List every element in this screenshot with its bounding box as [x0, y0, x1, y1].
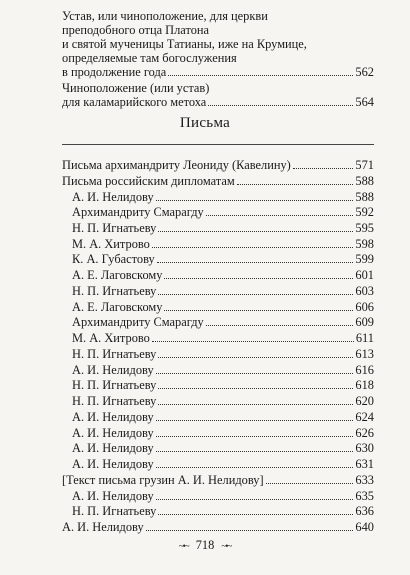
page-number: 611: [355, 331, 374, 346]
entry-label: А. И. Нелидову: [72, 409, 154, 424]
toc-entry: [62, 347, 374, 361]
page-number: 613: [355, 346, 374, 361]
leader-dots: [152, 341, 354, 342]
entry-label: А. И. Нелидову: [72, 488, 154, 503]
toc-entry: [62, 426, 374, 440]
leader-dots: [158, 231, 353, 232]
toc-entry: [62, 520, 374, 534]
page-number: 618: [355, 378, 374, 393]
page-number: 588: [355, 173, 374, 188]
entry-label: Н. П. Игнатьеву: [72, 378, 157, 393]
page-number: 588: [355, 189, 374, 204]
ustav-line-1: Устав, или чиноположение, для церкви: [62, 9, 268, 23]
chinopolozhenie-line-2: для каламарийского метоха: [62, 95, 207, 109]
page-number: 633: [355, 472, 374, 487]
leader-dots: [208, 105, 353, 106]
entry-label: М. А. Хитрово: [72, 331, 150, 346]
toc-entry: [62, 205, 374, 219]
toc-entry: [62, 331, 374, 345]
page-number: 609: [355, 315, 374, 330]
leader-dots: [206, 215, 354, 216]
leader-dots: [156, 451, 354, 452]
entry-label: Письма российским дипломатам: [62, 173, 235, 188]
leader-dots: [164, 278, 353, 279]
entry-label: Н. П. Игнатьеву: [72, 394, 157, 409]
entry-label: Н. П. Игнатьеву: [72, 283, 157, 298]
toc-entry-chinopolozhenie: [62, 81, 374, 95]
page-number: 620: [355, 394, 374, 409]
page-number: 624: [355, 409, 374, 424]
toc-entry: [62, 252, 374, 266]
toc-entry: [62, 473, 374, 487]
entry-label: А. И. Нелидову: [72, 362, 154, 377]
ustav-last-line: [62, 65, 374, 79]
ustav-line-3: и святой мученицы Татианы, иже на Крумице,: [62, 37, 307, 51]
toc-entry: [62, 158, 374, 172]
entry-label: А. И. Нелидову: [72, 189, 154, 204]
page-number: 635: [355, 488, 374, 503]
entry-label: А. И. Нелидову: [72, 441, 154, 456]
toc-entry: [62, 174, 374, 188]
entry-label: А. И. Нелидову: [72, 425, 154, 440]
page-number: 606: [355, 299, 374, 314]
entry-label: Письма архимандриту Леониду (Кавелину): [62, 158, 291, 172]
leader-dots: [293, 168, 354, 169]
page-number: 601: [355, 268, 374, 283]
leader-dots: [158, 357, 353, 358]
entry-label: Н. П. Игнатьеву: [72, 504, 157, 519]
entry-label: [Текст письма грузин А. И. Нелидову]: [62, 472, 264, 487]
section-title: Письма: [179, 115, 231, 131]
leader-dots: [156, 499, 354, 500]
entry-label: К. А. Губастову: [72, 252, 155, 267]
toc-entry: [62, 489, 374, 503]
toc-entry: [62, 378, 374, 392]
chinopolozhenie-line-1: Чиноположение (или устав): [62, 81, 210, 95]
page-number: 616: [355, 362, 374, 377]
page-number: 592: [355, 205, 374, 220]
page-number: 564: [355, 95, 374, 109]
leader-dots: [158, 294, 353, 295]
toc-entry: [62, 315, 374, 329]
entry-label: Н. П. Игнатьеву: [72, 346, 157, 361]
toc-entry: [62, 504, 374, 518]
leader-dots: [156, 420, 354, 421]
entry-label: Архимандриту Смарагду: [72, 205, 204, 220]
page-number: 599: [355, 252, 374, 267]
page-number: 626: [355, 425, 374, 440]
leader-dots: [152, 247, 354, 248]
leader-dots: [237, 184, 354, 185]
entry-label: А. И. Нелидову: [72, 457, 154, 471]
leader-dots: [164, 310, 353, 311]
toc-entry: [62, 394, 374, 408]
leader-dots: [156, 200, 354, 201]
toc-entry: [62, 410, 374, 424]
leader-dots: [156, 467, 354, 468]
toc-entry: [62, 268, 374, 282]
page-number: 631: [355, 457, 374, 471]
leader-dots: [156, 436, 354, 437]
ustav-line-5: в продолжение года: [62, 65, 167, 79]
chinopolozhenie-last-line: [62, 95, 374, 109]
leader-dots: [156, 373, 354, 374]
leader-dots: [158, 388, 353, 389]
toc-entry: [62, 441, 374, 455]
entry-label: А. И. Нелидову: [62, 520, 144, 534]
leader-dots: [206, 325, 354, 326]
leader-dots: [157, 262, 354, 263]
leader-dots: [158, 514, 353, 515]
toc-entry: [62, 457, 374, 471]
toc-entry: [62, 300, 374, 314]
entry-label: А. Е. Лаговскому: [72, 268, 163, 283]
entry-label: Архимандриту Смарагду: [72, 315, 204, 330]
page-number: 636: [355, 504, 374, 519]
toc-entry: [62, 221, 374, 235]
entry-label: М. А. Хитрово: [72, 236, 150, 251]
toc-entry: [62, 363, 374, 377]
page-folio: [0, 538, 410, 553]
ustav-line-4: определяемые там богослужения: [62, 51, 237, 65]
ustav-line-2: преподобного отца Платона: [62, 23, 210, 37]
page-number: 640: [355, 520, 374, 534]
leader-dots: [146, 530, 354, 531]
page-number: 598: [355, 236, 374, 251]
section-rule: [62, 144, 374, 145]
page-number-folio: 718: [195, 538, 215, 552]
toc-entry: [62, 237, 374, 251]
ornament-left: ~•~: [178, 541, 189, 551]
leader-dots: [266, 483, 354, 484]
toc-entry: [62, 284, 374, 298]
page-number: 630: [355, 441, 374, 456]
ornament-right: ~•~: [221, 541, 232, 551]
page-number: 571: [355, 158, 374, 172]
page-number: 603: [355, 283, 374, 298]
entry-label: А. Е. Лаговскому: [72, 299, 163, 314]
page-number: 595: [355, 221, 374, 235]
toc-entry: [62, 190, 374, 204]
entry-label: Н. П. Игнатьеву: [72, 221, 157, 235]
leader-dots: [158, 404, 353, 405]
leader-dots: [168, 75, 353, 76]
page-number: 562: [355, 65, 374, 79]
toc-entry-ustav: [62, 9, 374, 65]
